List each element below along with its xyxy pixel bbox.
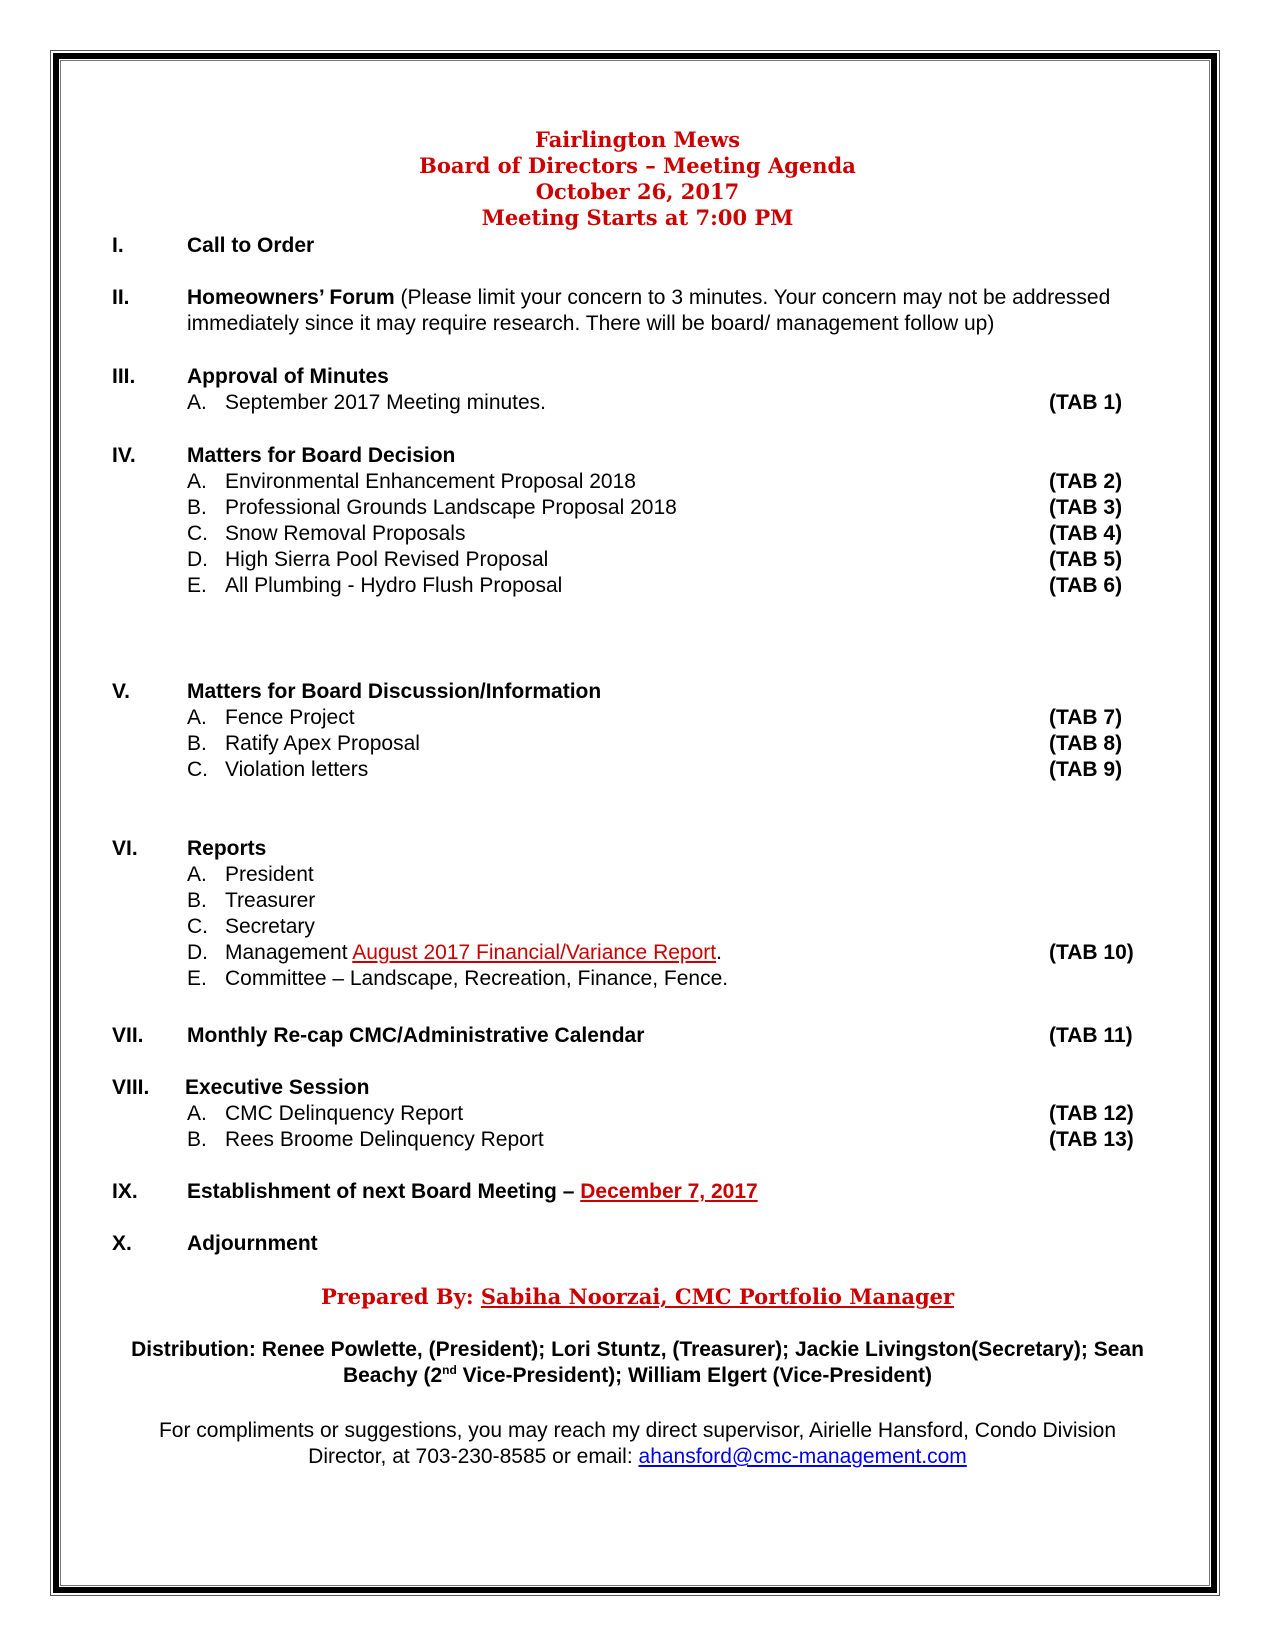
agenda-item-management (225, 940, 722, 966)
distribution-text: Beachy (2 (342, 1364, 443, 1387)
section-number: IV. (112, 444, 136, 467)
contact-line-2 (75, 1444, 1200, 1470)
tab-reference: (TAB 13) (1049, 1128, 1134, 1151)
item-letter: C. (187, 758, 208, 781)
homeowners-forum-title: Homeowners’ Forum (187, 286, 395, 309)
section-number: V. (112, 680, 130, 703)
item-letter: B. (187, 889, 207, 912)
ordinal-suffix: nd (442, 1363, 457, 1377)
item-letter: B. (187, 732, 207, 755)
meeting-date: October 26, 2017 (535, 179, 740, 204)
contact-info (75, 1418, 1200, 1470)
tab-reference: (TAB 8) (1049, 732, 1123, 755)
management-label: Management (225, 941, 353, 964)
agenda-item: Rees Broome Delinquency Report (225, 1128, 544, 1151)
next-meeting-date-link[interactable]: December 7, 2017 (580, 1180, 758, 1203)
agenda-item: Ratify Apex Proposal (225, 732, 420, 755)
section-number: X. (112, 1232, 132, 1255)
section-title-call-to-order: Call to Order (187, 234, 315, 257)
section-title-executive-session: Executive Session (185, 1076, 370, 1099)
section-title-homeowners-forum (187, 285, 1110, 311)
agenda-title: Board of Directors – Meeting Agenda (419, 153, 856, 178)
section-number: II. (112, 286, 130, 309)
section-title-approval-of-minutes: Approval of Minutes (187, 365, 389, 388)
tab-reference: (TAB 10) (1049, 941, 1134, 964)
item-letter: A. (187, 706, 207, 729)
section-title-next-meeting (187, 1179, 758, 1205)
item-letter: C. (187, 915, 208, 938)
next-meeting-label: Establishment of next Board Meeting – (187, 1180, 581, 1203)
section-number: IX. (112, 1180, 138, 1203)
item-letter: A. (187, 863, 207, 886)
agenda-item: Secretary (225, 915, 315, 938)
preparer-name-link[interactable]: Sabiha Noorzai, CMC Portfolio Manager (480, 1284, 955, 1309)
tab-reference: (TAB 7) (1049, 706, 1123, 729)
org-name: Fairlington Mews (534, 127, 741, 152)
tab-reference: (TAB 5) (1049, 548, 1123, 571)
item-letter: D. (187, 548, 208, 571)
item-letter: C. (187, 522, 208, 545)
agenda-item: Professional Grounds Landscape Proposal 2018 (225, 496, 677, 519)
agenda-item: Fence Project (225, 706, 355, 729)
tab-reference: (TAB 3) (1049, 496, 1123, 519)
section-number: III. (112, 365, 136, 388)
homeowners-forum-note-cont: immediately since it may require research. There will be board/ management follow up) (187, 312, 995, 335)
section-title-adjournment: Adjournment (187, 1232, 318, 1255)
email-link[interactable]: ahansford@cmc-management.com (638, 1445, 967, 1468)
section-number: I. (112, 234, 124, 257)
agenda-item: All Plumbing - Hydro Flush Proposal (225, 574, 563, 597)
item-letter: D. (187, 941, 208, 964)
tab-reference: (TAB 4) (1049, 522, 1123, 545)
item-letter: B. (187, 496, 207, 519)
agenda-header (0, 127, 1275, 231)
section-title-board-discussion: Matters for Board Discussion/Information (187, 680, 602, 703)
financial-report-link[interactable]: August 2017 Financial/Variance Report (352, 941, 717, 964)
section-number: VII. (112, 1024, 144, 1047)
tab-reference: (TAB 6) (1049, 574, 1123, 597)
agenda-item: CMC Delinquency Report (225, 1102, 464, 1125)
distribution-list (75, 1337, 1200, 1389)
prepared-by-label: Prepared By: (320, 1284, 481, 1309)
distribution-line-1: Distribution: Renee Powlette, (President); Lori Stuntz, (Treasurer); Jackie Livingston(Secretary); Sean (131, 1338, 1144, 1361)
item-letter: B. (187, 1128, 207, 1151)
meeting-start-time: Meeting Starts at 7:00 PM (481, 205, 794, 230)
section-title-board-decision: Matters for Board Decision (187, 444, 456, 467)
item-letter: A. (187, 470, 207, 493)
agenda-item: Treasurer (225, 889, 316, 912)
contact-text: Director, at 703-230-8585 or email: (308, 1445, 639, 1468)
agenda-item: Environmental Enhancement Proposal 2018 (225, 470, 636, 493)
section-title-reports: Reports (187, 837, 267, 860)
agenda-item: Committee – Landscape, Recreation, Finance, Fence. (225, 967, 729, 990)
tab-reference: (TAB 9) (1049, 758, 1123, 781)
distribution-line-2 (75, 1363, 1200, 1389)
item-letter: E. (187, 574, 207, 597)
agenda-item: Snow Removal Proposals (225, 522, 466, 545)
agenda-item: September 2017 Meeting minutes. (225, 391, 547, 414)
agenda-item: High Sierra Pool Revised Proposal (225, 548, 549, 571)
item-letter: A. (187, 1102, 207, 1125)
item-letter: E. (187, 967, 207, 990)
section-number: VIII. (112, 1076, 150, 1099)
tab-reference: (TAB 2) (1049, 470, 1123, 493)
contact-line-1: For compliments or suggestions, you may reach my direct supervisor, Airielle Hansford, Condo Division (158, 1419, 1117, 1442)
section-title-monthly-recap: Monthly Re-cap CMC/Administrative Calendar (187, 1024, 645, 1047)
section-number: VI. (112, 837, 138, 860)
homeowners-forum-note: (Please limit your concern to 3 minutes. Your concern may not be addressed (394, 286, 1111, 309)
prepared-by (0, 1284, 1275, 1309)
tab-reference: (TAB 1) (1049, 391, 1123, 414)
item-letter: A. (187, 391, 207, 414)
agenda-item: Violation letters (225, 758, 369, 781)
distribution-text: Vice-President); William Elgert (Vice-President) (456, 1364, 933, 1387)
period: . (716, 941, 722, 964)
tab-reference: (TAB 12) (1049, 1102, 1134, 1125)
agenda-item: President (225, 863, 314, 886)
tab-reference: (TAB 11) (1049, 1024, 1133, 1047)
